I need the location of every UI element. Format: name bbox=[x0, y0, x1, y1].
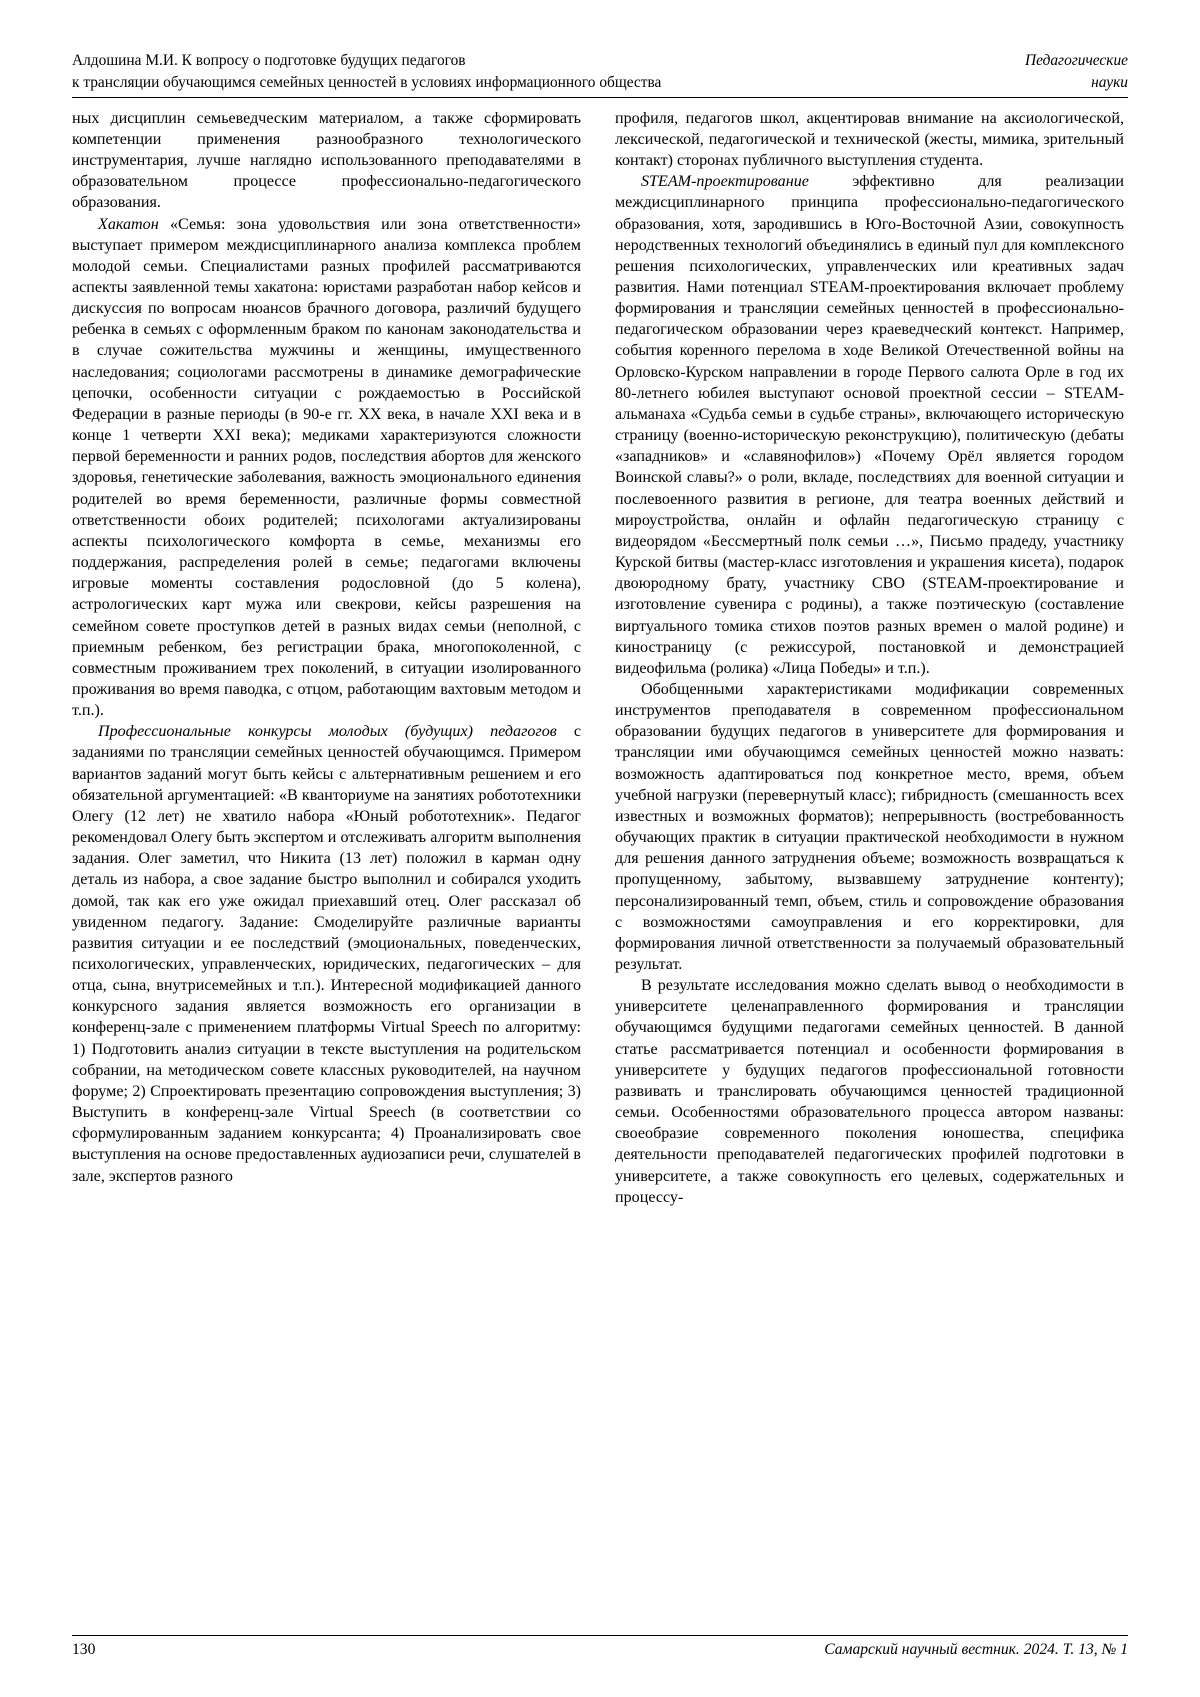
paragraph: ных дисциплин семьеведческим материалом, а также сформировать компетенции применения разнообразного технологического инструментария, лучше наглядно использованного преподавателями в образовательном процессе профессионально-педагогического образования. bbox=[72, 109, 581, 212]
running-head-right-line1: Педагогические bbox=[1025, 52, 1128, 69]
page-footer bbox=[72, 1635, 1128, 1659]
column-right bbox=[615, 108, 1124, 1208]
journal-reference: Самарский научный вестник. 2024. Т. 13, № 1 bbox=[824, 1641, 1128, 1658]
column-left bbox=[72, 108, 581, 1208]
paragraph: Обобщенными характеристиками модификации современных инструментов преподавателя в современном профессиональном образовании будущих педагогов в университете для формирования и трансляции ими обучающимся семейных ценностей можно назвать: возможность адаптироваться под конкретное место, время, объем учебной нагрузки (перевернутый класс); гибридность (смешанность всех известных и возможных форматов); непрерывность (востребованность обучающих практик в ситуации практической необходимости в нужном для решения данного затруднения объеме; возможность возвращаться к пропущенному, забытому, вызвавшему затруднение контенту); персонализированный темп, объем, стиль и сопровождение образования с возможностями самоуправления и его корректировки, для формирования личной ответственности за получаемый образовательный результат. bbox=[615, 680, 1124, 973]
page-number: 130 bbox=[72, 1641, 96, 1658]
running-head-left bbox=[72, 50, 832, 94]
paragraph-lead-italic: Профессиональные конкурсы молодых (будущих) педагогов bbox=[98, 723, 557, 741]
paragraph: профиля, педагогов школ, акцентировав внимание на аксиологической, лексической, педагогической и технической (жесты, мимика, зрительный контакт) сторонах публичного выступления студента. bbox=[615, 109, 1124, 170]
running-head-right bbox=[853, 50, 1128, 94]
paragraph: В результате исследования можно сделать вывод о необходимости в университете целенаправленного формирования и трансляции обучающимся будущими педагогами семейных ценностей. В данной статье рассматривается потенциал и особенности формирования в университете у будущих педагогов профессиональной готовности развивать и транслировать обучающимся ценностей традиционной семьи. Особенностями образовательного процесса автором названы: своеобразие современного поколения юношества, специфика деятельности преподавателей педагогических профилей подготовки в университете, а также совокупность его целевых, содержательных и процессу- bbox=[615, 977, 1124, 1206]
paragraph bbox=[72, 721, 581, 1186]
body-columns bbox=[72, 108, 1128, 1208]
header-divider bbox=[72, 97, 1128, 98]
paragraph bbox=[615, 171, 1124, 679]
running-head-left-line1: Алдошина М.И. К вопросу о подготовке будущих педагогов bbox=[72, 52, 466, 69]
paragraph-lead-italic: STEAM-проектирование bbox=[641, 173, 809, 191]
running-head bbox=[72, 50, 1128, 94]
paragraph-text: с заданиями по трансляции семейных ценностей обучающимся. Примером вариантов заданий могут быть кейсы с альтернативным решением и его обязательной аргументацией: «В кванториуме на занятиях робототехники Олегу (12 лет) не хватило набора «Юный робототехник». Педагог рекомендовал Олегу быть экспертом и отслеживать алгоритм выполнения задания. Олег заметил, что Никита (13 лет) положил в карман одну деталь из набора, а свое задание быстро выполнил и собирался уходить домой, так как его уже ожидал приехавший отец. Олег рассказал об увиденном педагогу. Задание: Смоделируйте различные варианты развития ситуации и ее последствий (эмоциональных, поведенческих, психологических, управленческих, юридических, педагогических – для отца, сына, внутрисемейных и т.п.). Интересной модификацией данного конкурсного задания является возможность его организации в конференц-зале с применением платформы Virtual Speech по алгоритму: 1) Подготовить анализ ситуации в тексте выступления на родительском собрании, на методическом совете классных руководителей, на научном форуме; 2) Спроектировать презентацию сопровождения выступления; 3) Выступить в конференц-зале Virtual Speech (в соответствии со сформулированным заданием конкурсанта; 4) Проанализировать свое выступления на основе предоставленных аудиозаписи речи, слушателей в зале, экспертов разного bbox=[72, 723, 582, 1185]
footer-divider bbox=[72, 1635, 1128, 1636]
running-head-right-line2: науки bbox=[1091, 73, 1128, 91]
paragraph-text: «Семья: зона удовольствия или зона ответственности» выступает примером междисциплинарного анализа комплекса проблем молодой семьи. Специалистами разных профилей рассматриваются аспекты заявленной темы хакатона: юристами разработан набор кейсов и дискуссия по вопросам нюансов брачного договора, различий будущего ребенка в семьях с оформленным браком по канонам законодательства и в случае сожительства мужчины и женщины, имущественного наследования; социологами рассмотрены в динамике демографические цепочки, особенности ситуации с рождаемостью в Российской Федерации в разные периоды (в 90-е гг. XX века, в начале XXI века и в конце 1 четверти XXI века); медиками характеризуются сложности первой беременности и ранних родов, последствия абортов для женского здоровья, генетические заболевания, важность эмоционального единения родителей во время беременности, различные формы совместной ответственности обоих родителей; психологами актуализированы аспекты психологического комфорта в семье, механизмы его поддержания, распределения ролей в семье; педагогами включены игровые моменты составления родословной (до 5 колена), астрологических карт мужа или свекрови, кейсы разрешения на семейном совете проступков детей в разных видах семьи (неполной, с приемным ребенком, без регистрации брака, многопоколенной, с совместным проживанием трех поколений, в ситуации изолированного проживания во время паводка, с отцом, работающим вахтовым методом и т.п.). bbox=[72, 215, 581, 720]
paragraph-text: эффективно для реализации междисциплинарного принципа профессионально-педагогического образования, хотя, зародившись в Юго-Восточной Азии, совокупность неродственных технологий объединялись в единый пул для комплексного решения психологических, управленческих или креативных задач развития. Нами потенциал STEAM-проектирования включает проблему формирования и трансляции семейных ценностей в профессионально-педагогическом образовании через краеведческий контекст. Например, события коренного перелома в ходе Великой Отечественной войны на Орловско-Курском направлении в городе Первого салюта Орле в год их 80-летнего юбилея выступают основой проектной сессии – STEAM-альманаха «Судьба семьи в судьбе страны», включающего историческую страницу (военно-историческую реконструкцию), политическую (дебаты «западников» и «славянофилов») «Почему Орёл является городом Воинской славы?» о роли, вкладе, последствиях для военной ситуации и послевоенного развития в регионе, для театра военных действий и мироустройства, онлайн и офлайн педагогическую страницу с видеорядом «Бессмертный полк семьи …», Письмо прадеду, участнику Курской битвы (мастер-класс изготовления и украшения кисета), подарок двоюродному брату, участнику СВО (STEAM-проектирование и изготовление сувенира с родины), а также поэтическую (составление виртуального томика стихов поэтов разных времен о малой родине) и киностраницу (с режиссурой, постановкой и демонстрацией видеофильма (ролика) «Лица Победы» и т.п.). bbox=[615, 173, 1124, 677]
paragraph-lead-italic: Хакатон bbox=[98, 215, 159, 233]
running-head-left-line2: к трансляции обучающимся семейных ценностей в условиях информационного общества bbox=[72, 73, 662, 91]
paragraph bbox=[72, 214, 581, 722]
